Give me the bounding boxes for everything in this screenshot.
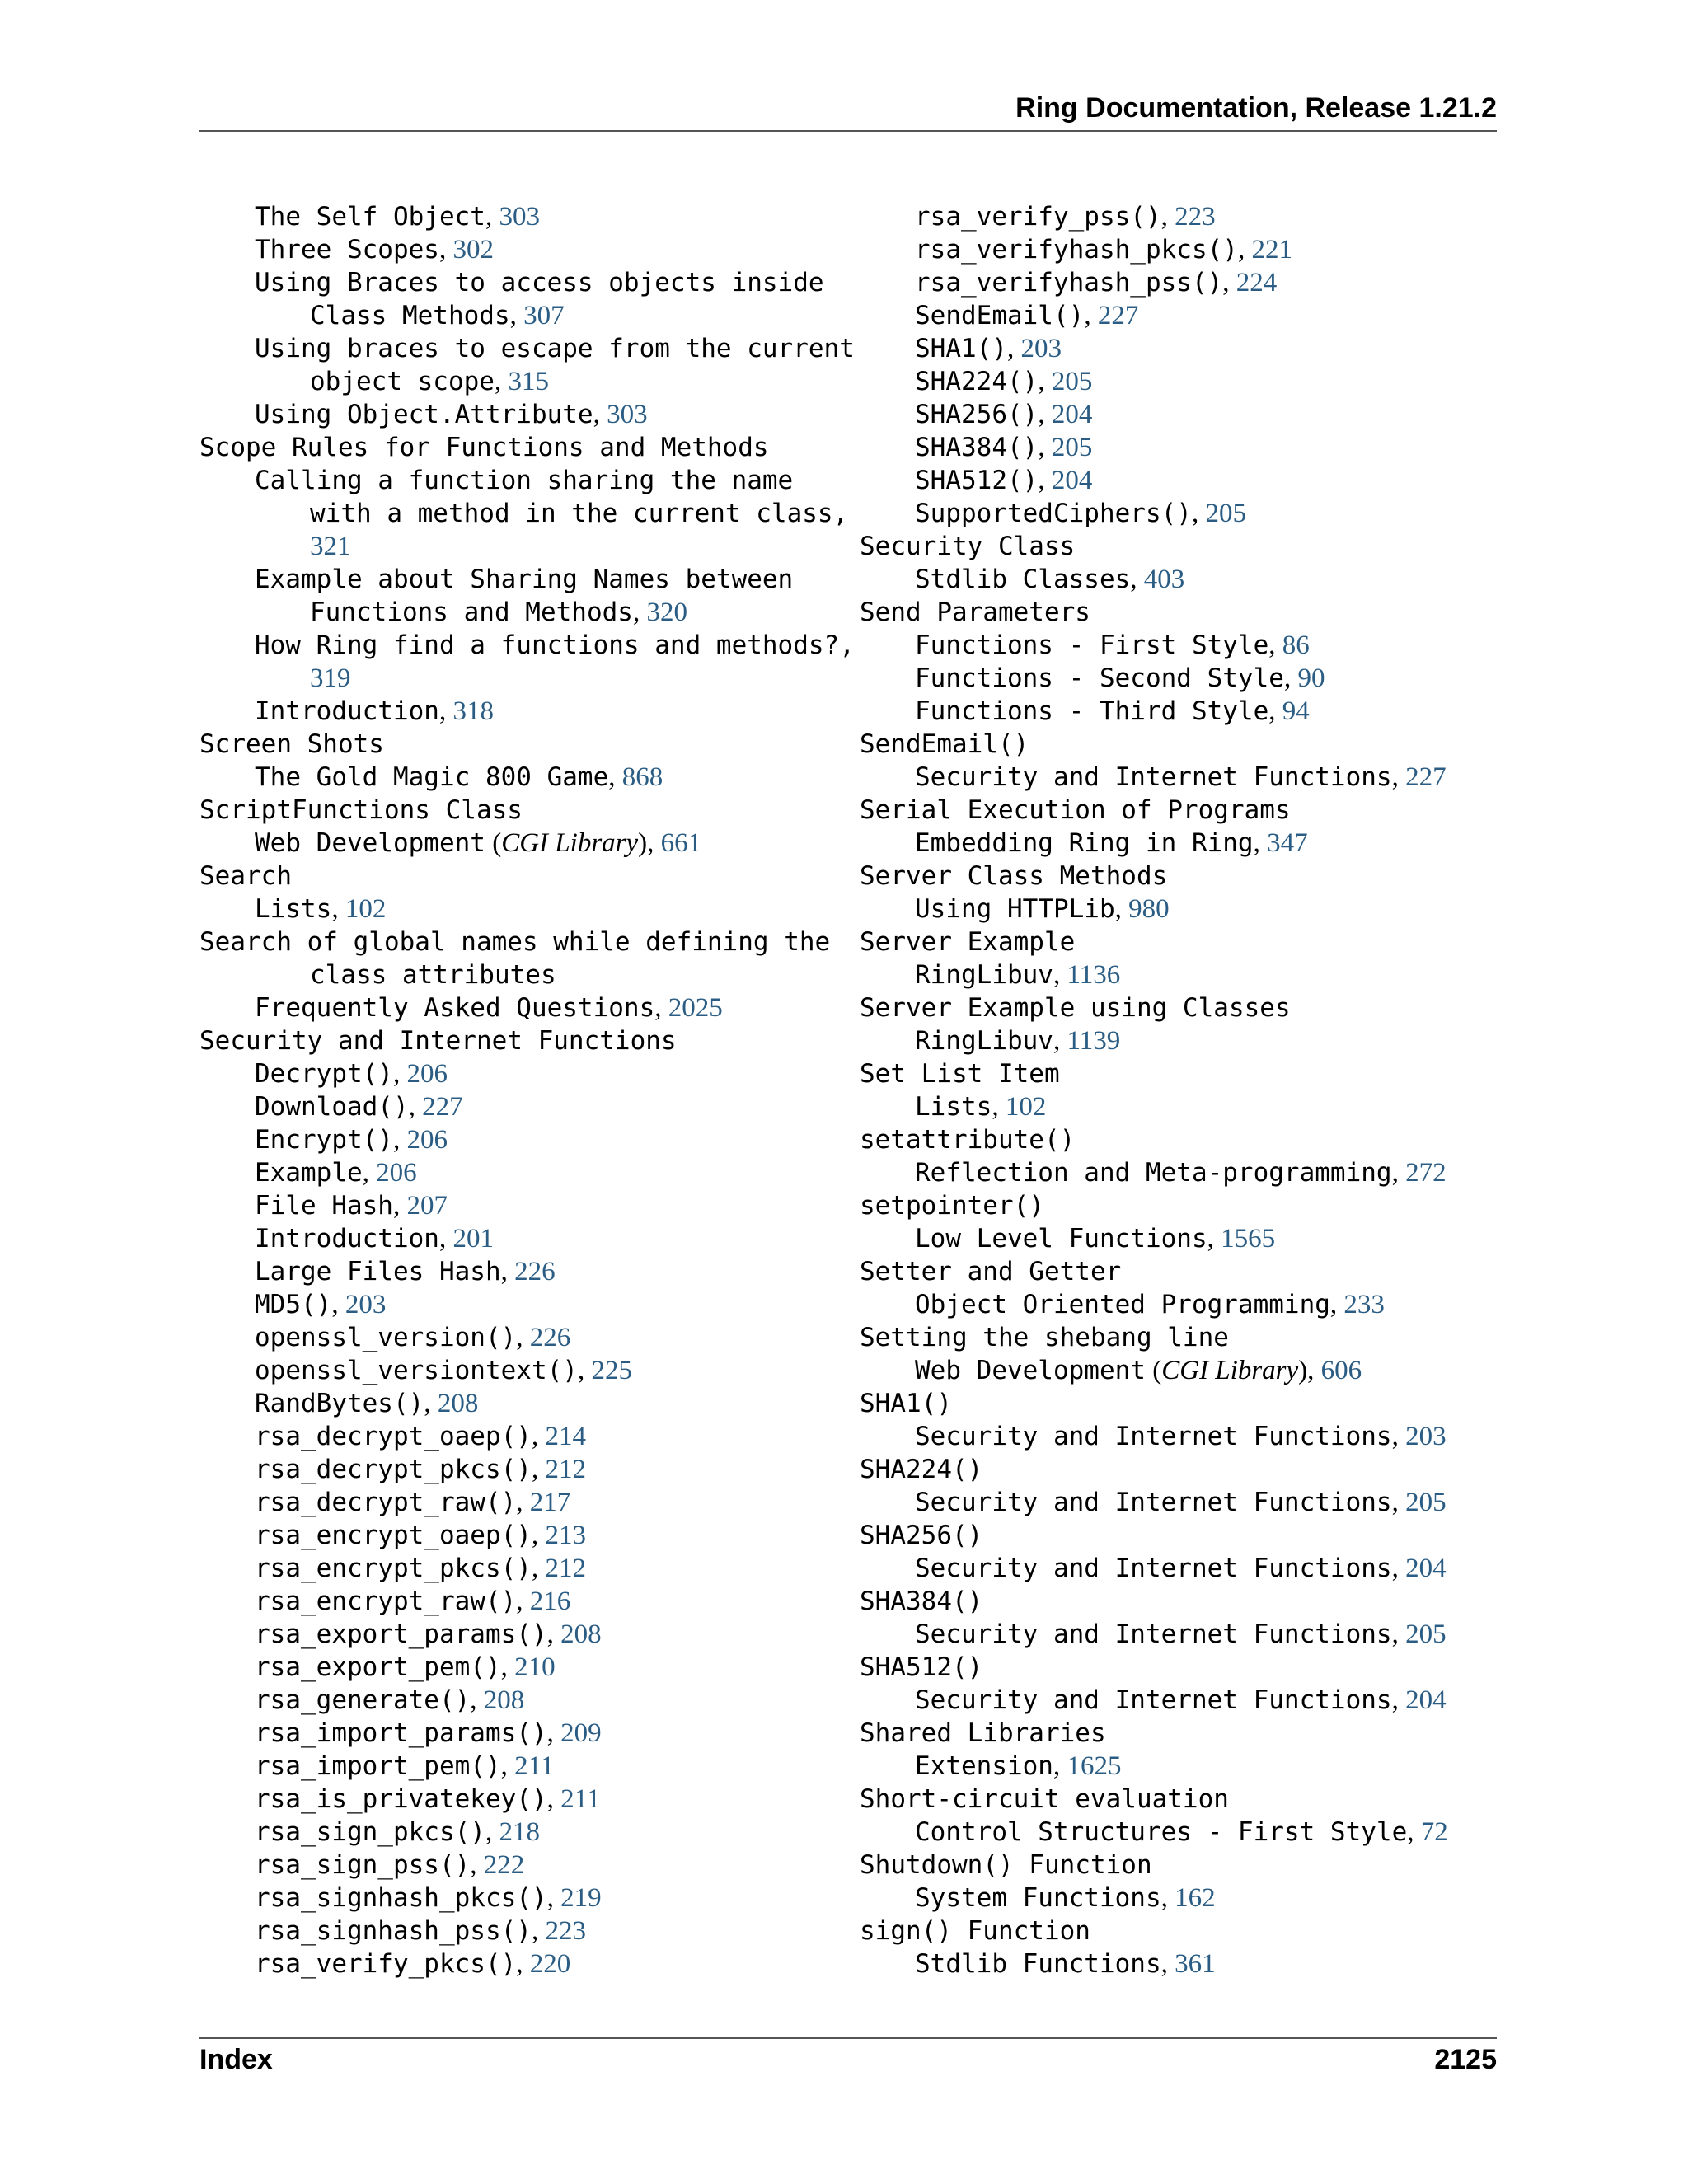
index-entry bbox=[860, 1519, 1486, 1552]
index-entry bbox=[199, 497, 849, 530]
index-entry bbox=[199, 662, 826, 695]
index-entry bbox=[860, 991, 1486, 1024]
page-reference-link[interactable]: 868 bbox=[621, 762, 663, 792]
footer-rule bbox=[199, 2037, 1497, 2039]
index-entry: The Gold Magic 800 Game, 868 bbox=[255, 762, 663, 792]
page-reference-link[interactable]: 205 bbox=[1405, 1488, 1447, 1517]
index-column-right bbox=[860, 200, 1486, 1980]
index-entry: rsa_generate(), 208 bbox=[255, 1685, 525, 1715]
index-entry: rsa_export_pem(), 210 bbox=[255, 1652, 556, 1682]
index-entry bbox=[860, 1321, 1486, 1354]
index-entry: rsa_encrypt_oaep(), 213 bbox=[255, 1521, 586, 1550]
page-reference-link[interactable]: 223 bbox=[1175, 202, 1216, 232]
page-reference-link[interactable]: 1565 bbox=[1221, 1224, 1276, 1254]
index-term: RandBytes() bbox=[255, 1389, 424, 1418]
index-entry bbox=[860, 1915, 1486, 1947]
page-reference-link[interactable]: 361 bbox=[1175, 1949, 1216, 1979]
page-reference-link[interactable]: 227 bbox=[422, 1092, 463, 1122]
page-reference-link[interactable]: 206 bbox=[406, 1125, 448, 1155]
index-term: Control Structures - First Style bbox=[915, 1817, 1408, 1847]
index-entry: rsa_sign_pkcs(), 218 bbox=[255, 1817, 540, 1847]
page-reference-link[interactable]: 227 bbox=[1405, 762, 1447, 792]
index-term: Introduction bbox=[255, 696, 439, 726]
index-entry: Encrypt(), 206 bbox=[255, 1125, 448, 1155]
index-term: Calling a function sharing the name bbox=[255, 466, 794, 495]
page-reference-link[interactable]: 219 bbox=[560, 1883, 602, 1913]
index-term: rsa_signhash_pss() bbox=[255, 1916, 532, 1946]
index-entry: Embedding Ring in Ring, 347 bbox=[915, 828, 1308, 858]
index-entry: rsa_decrypt_pkcs(), 212 bbox=[255, 1455, 586, 1484]
page-reference-link[interactable]: 1136 bbox=[1067, 960, 1121, 990]
index-term: rsa_export_pem() bbox=[255, 1652, 501, 1682]
index-entry bbox=[199, 266, 826, 299]
index-entry: Three Scopes, 302 bbox=[255, 235, 494, 265]
index-entry bbox=[199, 563, 826, 596]
page-reference-link[interactable]: 214 bbox=[545, 1422, 586, 1451]
index-term: SHA512() bbox=[860, 1652, 983, 1682]
page-reference-link[interactable]: 211 bbox=[560, 1784, 601, 1814]
index-entry: rsa_verify_pkcs(), 220 bbox=[255, 1949, 571, 1979]
index-term: Search bbox=[199, 861, 292, 891]
index-entry: Security and Internet Functions, 203 bbox=[915, 1422, 1447, 1451]
page-reference-link[interactable]: 212 bbox=[545, 1554, 586, 1583]
index-term: System Functions bbox=[915, 1883, 1161, 1913]
index-entry: Security and Internet Functions, 204 bbox=[915, 1554, 1447, 1583]
page-reference-link[interactable]: 86 bbox=[1282, 630, 1310, 660]
page-reference-link[interactable]: 224 bbox=[1236, 268, 1278, 298]
index-term: Security and Internet Functions bbox=[915, 1422, 1392, 1451]
index-term: Functions - First Style bbox=[915, 630, 1269, 660]
index-term: Security and Internet Functions bbox=[199, 1026, 677, 1056]
index-entry bbox=[199, 1024, 826, 1057]
index-term: File Hash bbox=[255, 1191, 393, 1221]
page-reference-link[interactable]: 213 bbox=[545, 1521, 586, 1550]
index-entry: Lists, 102 bbox=[915, 1092, 1047, 1122]
page-reference-link[interactable]: 205 bbox=[1205, 499, 1246, 528]
index-entry bbox=[860, 1255, 1486, 1288]
page-reference-link[interactable]: 216 bbox=[529, 1586, 571, 1616]
index-entry: rsa_decrypt_oaep(), 214 bbox=[255, 1422, 586, 1451]
index-entry: RingLibuv, 1136 bbox=[915, 960, 1121, 990]
index-term: The Self Object bbox=[255, 202, 485, 232]
page-reference-link[interactable]: 206 bbox=[376, 1158, 417, 1188]
index-term: SHA224() bbox=[860, 1455, 983, 1484]
index-term: setattribute() bbox=[860, 1125, 1076, 1155]
page-reference-link[interactable]: 223 bbox=[545, 1916, 586, 1946]
index-entry: Example, 206 bbox=[255, 1158, 417, 1188]
index-term: rsa_import_pem() bbox=[255, 1751, 501, 1781]
index-term: Shared Libraries bbox=[860, 1718, 1106, 1748]
index-term: openssl_version() bbox=[255, 1323, 517, 1352]
index-entry bbox=[860, 530, 1486, 563]
page-reference-link[interactable]: 980 bbox=[1128, 894, 1170, 924]
index-term: Using braces to escape from the current bbox=[255, 334, 855, 363]
index-term: Serial Execution of Programs bbox=[860, 795, 1291, 825]
index-entry: SupportedCiphers(), 205 bbox=[915, 499, 1246, 528]
index-entry bbox=[860, 1387, 1486, 1420]
index-term: Decrypt() bbox=[255, 1059, 393, 1089]
index-entry: Stdlib Functions, 361 bbox=[915, 1949, 1216, 1979]
page-reference-link[interactable]: 72 bbox=[1420, 1817, 1448, 1847]
page-reference-link[interactable]: 204 bbox=[1051, 466, 1093, 495]
index-entry bbox=[860, 1189, 1486, 1222]
page-reference-link[interactable]: 204 bbox=[1051, 400, 1093, 429]
page-reference-link[interactable]: 319 bbox=[310, 663, 351, 693]
index-term: SupportedCiphers() bbox=[915, 499, 1192, 528]
index-entry bbox=[199, 464, 826, 497]
index-term: SendEmail() bbox=[860, 729, 1029, 759]
index-entry bbox=[860, 1453, 1486, 1486]
page-reference-link[interactable]: 233 bbox=[1343, 1290, 1385, 1319]
index-term: rsa_decrypt_pkcs() bbox=[255, 1455, 532, 1484]
index-entry: Class Methods, 307 bbox=[310, 301, 565, 330]
index-entry: rsa_signhash_pss(), 223 bbox=[255, 1916, 586, 1946]
index-entry: Security and Internet Functions, 227 bbox=[915, 762, 1447, 792]
index-entry: rsa_sign_pss(), 222 bbox=[255, 1850, 525, 1880]
page-reference-link[interactable]: 302 bbox=[452, 235, 494, 265]
index-term: Stdlib Functions bbox=[915, 1949, 1161, 1979]
index-entry: SHA256(), 204 bbox=[915, 400, 1093, 429]
index-term: rsa_decrypt_oaep() bbox=[255, 1422, 532, 1451]
index-term: SHA512() bbox=[915, 466, 1039, 495]
index-entry: Low Level Functions, 1565 bbox=[915, 1224, 1276, 1254]
index-term: rsa_verifyhash_pss() bbox=[915, 268, 1223, 298]
page-reference-link[interactable]: 222 bbox=[483, 1850, 525, 1880]
index-entry bbox=[199, 431, 826, 464]
page-reference-link[interactable]: 218 bbox=[499, 1817, 540, 1847]
index-term: Using HTTPLib bbox=[915, 894, 1115, 924]
index-entry: Lists, 102 bbox=[255, 894, 387, 924]
index-entry: Using HTTPLib, 980 bbox=[915, 894, 1170, 924]
index-entry bbox=[860, 926, 1486, 958]
index-term: SHA256() bbox=[860, 1521, 983, 1550]
index-entry bbox=[199, 530, 826, 563]
index-entry: rsa_import_pem(), 211 bbox=[255, 1751, 555, 1781]
index-term: Server Example bbox=[860, 927, 1076, 957]
index-entry: rsa_import_params(), 209 bbox=[255, 1718, 602, 1748]
index-term: Embedding Ring in Ring bbox=[915, 828, 1254, 858]
index-entry: SHA1(), 203 bbox=[915, 334, 1062, 363]
page-reference-link[interactable]: 661 bbox=[660, 828, 702, 858]
index-column-left bbox=[199, 200, 855, 1980]
index-entry: The Self Object, 303 bbox=[255, 202, 540, 232]
page-reference-link[interactable]: 94 bbox=[1282, 696, 1310, 726]
page-reference-link[interactable]: 272 bbox=[1405, 1158, 1447, 1188]
index-entry: openssl_version(), 226 bbox=[255, 1323, 571, 1352]
index-term: rsa_is_privatekey() bbox=[255, 1784, 547, 1814]
index-entry bbox=[860, 596, 1486, 629]
index-entry: rsa_encrypt_pkcs(), 212 bbox=[255, 1554, 586, 1583]
index-entry: Reflection and Meta-programming, 272 bbox=[915, 1158, 1447, 1188]
index-term: rsa_signhash_pkcs() bbox=[255, 1883, 547, 1913]
index-term: Short-circuit evaluation bbox=[860, 1784, 1229, 1814]
page-reference-link[interactable]: 209 bbox=[560, 1718, 602, 1748]
index-term: object scope bbox=[310, 367, 495, 396]
index-term: Set List Item bbox=[860, 1059, 1060, 1089]
index-entry bbox=[860, 1783, 1486, 1816]
page-reference-link[interactable]: 347 bbox=[1267, 828, 1308, 858]
index-entry: SHA512(), 204 bbox=[915, 466, 1093, 495]
page-reference-link[interactable]: 210 bbox=[514, 1652, 556, 1682]
index-entry bbox=[860, 1651, 1486, 1684]
index-term: Setter and Getter bbox=[860, 1257, 1122, 1286]
page-reference-link[interactable]: 208 bbox=[560, 1619, 602, 1649]
page-reference-link[interactable]: 606 bbox=[1320, 1356, 1362, 1385]
page-reference-link[interactable]: 226 bbox=[514, 1257, 556, 1286]
index-term: Shutdown() Function bbox=[860, 1850, 1152, 1880]
index-term: rsa_sign_pss() bbox=[255, 1850, 471, 1880]
index-entry bbox=[199, 332, 855, 365]
index-term: Scope Rules for Functions and Methods bbox=[199, 433, 769, 462]
page-reference-link[interactable]: 211 bbox=[514, 1751, 555, 1781]
index-term: RingLibuv bbox=[915, 960, 1053, 990]
index-term: Security and Internet Functions bbox=[915, 762, 1392, 792]
index-term: Frequently Asked Questions bbox=[255, 993, 655, 1023]
page-reference-link[interactable]: 203 bbox=[1405, 1422, 1447, 1451]
index-entry bbox=[860, 794, 1486, 827]
index-trailing-punct: , bbox=[839, 630, 855, 660]
index-entry: openssl_versiontext(), 225 bbox=[255, 1356, 632, 1385]
footer-section: Index bbox=[199, 2044, 273, 2075]
index-term: Object Oriented Programming bbox=[915, 1290, 1330, 1319]
index-term: SHA1() bbox=[915, 334, 1007, 363]
index-term: Search of global names while defining the bbox=[199, 927, 831, 957]
page-reference-link[interactable]: 208 bbox=[437, 1389, 479, 1418]
index-entry bbox=[860, 860, 1486, 893]
page-reference-link[interactable]: 225 bbox=[591, 1356, 632, 1385]
index-term: Example about Sharing Names between bbox=[255, 565, 794, 594]
index-term: with a method in the current class, bbox=[310, 499, 849, 528]
index-term: rsa_generate() bbox=[255, 1685, 471, 1715]
index-term: ScriptFunctions Class bbox=[199, 795, 523, 825]
index-entry: rsa_verifyhash_pkcs(), 221 bbox=[915, 235, 1292, 265]
index-term: Using Object.Attribute bbox=[255, 400, 593, 429]
index-entry bbox=[199, 926, 831, 958]
footer-page-number: 2125 bbox=[1434, 2044, 1497, 2075]
index-term: Introduction bbox=[255, 1224, 439, 1254]
page-reference-link[interactable]: 1139 bbox=[1067, 1026, 1121, 1056]
page-reference-link[interactable]: 102 bbox=[1005, 1092, 1047, 1122]
page-reference-link[interactable]: 212 bbox=[545, 1455, 586, 1484]
index-term: Reflection and Meta-programming bbox=[915, 1158, 1392, 1188]
index-entry: rsa_is_privatekey(), 211 bbox=[255, 1784, 601, 1814]
index-term: Security and Internet Functions bbox=[915, 1488, 1392, 1517]
index-term: Extension bbox=[915, 1751, 1053, 1781]
index-entry: Web Development (CGI Library), 606 bbox=[915, 1356, 1362, 1385]
index-term: Lists bbox=[915, 1092, 992, 1122]
index-entry: object scope, 315 bbox=[310, 367, 549, 396]
page-reference-link[interactable]: 315 bbox=[508, 367, 549, 396]
index-term: openssl_versiontext() bbox=[255, 1356, 578, 1385]
page-reference-link[interactable]: 203 bbox=[1020, 334, 1062, 363]
index-term: rsa_export_params() bbox=[255, 1619, 547, 1649]
index-term: SendEmail() bbox=[915, 301, 1085, 330]
index-entry bbox=[860, 1849, 1486, 1882]
index-entry: System Functions, 162 bbox=[915, 1883, 1216, 1913]
page-reference-link[interactable]: 205 bbox=[1051, 433, 1093, 462]
index-entry: Security and Internet Functions, 205 bbox=[915, 1488, 1447, 1517]
index-term: Functions and Methods bbox=[310, 598, 633, 627]
page-reference-link[interactable]: 318 bbox=[452, 696, 494, 726]
index-entry: rsa_export_params(), 208 bbox=[255, 1619, 602, 1649]
index-entry: Using Object.Attribute, 303 bbox=[255, 400, 648, 429]
index-entry: Introduction, 318 bbox=[255, 696, 494, 726]
index-entry bbox=[199, 728, 826, 761]
index-entry: SendEmail(), 227 bbox=[915, 301, 1139, 330]
index-entry bbox=[860, 1123, 1486, 1156]
index-entry bbox=[199, 958, 826, 991]
page-reference-link[interactable]: 207 bbox=[406, 1191, 448, 1221]
index-term: SHA224() bbox=[915, 367, 1039, 396]
index-term: RingLibuv bbox=[915, 1026, 1053, 1056]
index-term: Screen Shots bbox=[199, 729, 384, 759]
page-reference-link[interactable]: 307 bbox=[523, 301, 565, 330]
index-term: Send Parameters bbox=[860, 598, 1090, 627]
index-entry bbox=[860, 1057, 1486, 1090]
index-entry bbox=[199, 629, 855, 662]
index-entry: SHA384(), 205 bbox=[915, 433, 1093, 462]
index-term: rsa_import_params() bbox=[255, 1718, 547, 1748]
page-reference-link[interactable]: 90 bbox=[1297, 663, 1325, 693]
index-term-qualifier: CGI Library bbox=[501, 828, 639, 858]
index-entry: rsa_signhash_pkcs(), 219 bbox=[255, 1883, 602, 1913]
index-entry: Control Structures - First Style, 72 bbox=[915, 1817, 1448, 1847]
index-entry bbox=[860, 728, 1486, 761]
index-entry: Security and Internet Functions, 204 bbox=[915, 1685, 1447, 1715]
index-entry: rsa_verifyhash_pss(), 224 bbox=[915, 268, 1278, 298]
index-term: SHA384() bbox=[860, 1586, 983, 1616]
index-term: Security and Internet Functions bbox=[915, 1685, 1392, 1715]
index-entry: MD5(), 203 bbox=[255, 1290, 387, 1319]
index-term: Functions - Second Style bbox=[915, 663, 1284, 693]
page-reference-link[interactable]: 303 bbox=[499, 202, 540, 232]
index-entry: Download(), 227 bbox=[255, 1092, 463, 1122]
page-reference-link[interactable]: 320 bbox=[646, 598, 687, 627]
index-term: rsa_verifyhash_pkcs() bbox=[915, 235, 1238, 265]
index-entry bbox=[199, 860, 826, 893]
index-entry: Stdlib Classes, 403 bbox=[915, 565, 1185, 594]
index-entry: Introduction, 201 bbox=[255, 1224, 494, 1254]
index-term: rsa_sign_pkcs() bbox=[255, 1817, 485, 1847]
index-term: Low Level Functions bbox=[915, 1224, 1207, 1254]
index-term: rsa_encrypt_oaep() bbox=[255, 1521, 532, 1550]
index-entry: Extension, 1625 bbox=[915, 1751, 1122, 1781]
page-reference-link[interactable]: 220 bbox=[529, 1949, 571, 1979]
index-term: Security Class bbox=[860, 532, 1076, 561]
index-entry: Functions - Second Style, 90 bbox=[915, 663, 1325, 693]
index-term: sign() Function bbox=[860, 1916, 1090, 1946]
index-entry: Object Oriented Programming, 233 bbox=[915, 1290, 1385, 1319]
index-term: SHA256() bbox=[915, 400, 1039, 429]
page-reference-link[interactable]: 102 bbox=[345, 894, 387, 924]
page-reference-link[interactable]: 204 bbox=[1405, 1554, 1447, 1583]
index-term: Stdlib Classes bbox=[915, 565, 1131, 594]
index-term: MD5() bbox=[255, 1290, 332, 1319]
index-term: Security and Internet Functions bbox=[915, 1619, 1392, 1649]
page-reference-link[interactable]: 321 bbox=[310, 532, 351, 561]
index-term: Encrypt() bbox=[255, 1125, 393, 1155]
index-entry: RandBytes(), 208 bbox=[255, 1389, 479, 1418]
index-entry: rsa_decrypt_raw(), 217 bbox=[255, 1488, 571, 1517]
index-entry: Security and Internet Functions, 205 bbox=[915, 1619, 1447, 1649]
index-entry bbox=[860, 1585, 1486, 1618]
index-term: SHA384() bbox=[915, 433, 1039, 462]
index-term: Three Scopes bbox=[255, 235, 439, 265]
page-reference-link[interactable]: 303 bbox=[607, 400, 648, 429]
index-entry: File Hash, 207 bbox=[255, 1191, 448, 1221]
page-reference-link[interactable]: 162 bbox=[1175, 1883, 1216, 1913]
index-entry: Decrypt(), 206 bbox=[255, 1059, 448, 1089]
page-reference-link[interactable]: 221 bbox=[1251, 235, 1292, 265]
index-term: Server Class Methods bbox=[860, 861, 1168, 891]
page-reference-link[interactable]: 208 bbox=[483, 1685, 525, 1715]
page-reference-link[interactable]: 206 bbox=[406, 1059, 448, 1089]
index-entry: Web Development (CGI Library), 661 bbox=[255, 828, 702, 858]
index-term: rsa_verify_pss() bbox=[915, 202, 1161, 232]
index-term: Server Example using Classes bbox=[860, 993, 1291, 1023]
index-term: Lists bbox=[255, 894, 332, 924]
index-entry: SHA224(), 205 bbox=[915, 367, 1093, 396]
index-entry bbox=[860, 1717, 1486, 1750]
page-reference-link[interactable]: 205 bbox=[1405, 1619, 1447, 1649]
page-header-title: Ring Documentation, Release 1.21.2 bbox=[1015, 92, 1497, 124]
page-reference-link[interactable]: 203 bbox=[345, 1290, 387, 1319]
index-term: Download() bbox=[255, 1092, 409, 1122]
index-term: rsa_decrypt_raw() bbox=[255, 1488, 517, 1517]
page-reference-link[interactable]: 201 bbox=[452, 1224, 494, 1254]
index-term-qualifier: CGI Library bbox=[1161, 1356, 1299, 1385]
index-entry: Functions - Third Style, 94 bbox=[915, 696, 1310, 726]
index-term: Security and Internet Functions bbox=[915, 1554, 1392, 1583]
index-term: rsa_encrypt_raw() bbox=[255, 1586, 517, 1616]
index-term: setpointer() bbox=[860, 1191, 1044, 1221]
index-term: Web Development bbox=[915, 1356, 1146, 1385]
index-term: Web Development bbox=[255, 828, 485, 858]
index-entry: Functions - First Style, 86 bbox=[915, 630, 1310, 660]
index-term: Functions - Third Style bbox=[915, 696, 1269, 726]
page-reference-link[interactable]: 227 bbox=[1097, 301, 1139, 330]
page-reference-link[interactable]: 205 bbox=[1051, 367, 1093, 396]
page-reference-link[interactable]: 1625 bbox=[1067, 1751, 1122, 1781]
page-reference-link[interactable]: 217 bbox=[529, 1488, 571, 1517]
index-entry: Large Files Hash, 226 bbox=[255, 1257, 556, 1286]
page-reference-link[interactable]: 226 bbox=[529, 1323, 571, 1352]
index-entry: rsa_verify_pss(), 223 bbox=[915, 202, 1216, 232]
index-term: How Ring find a functions and methods? bbox=[255, 630, 840, 660]
index-entry: rsa_encrypt_raw(), 216 bbox=[255, 1586, 571, 1616]
page-reference-link[interactable]: 2025 bbox=[668, 993, 723, 1023]
index-term: The Gold Magic 800 Game bbox=[255, 762, 609, 792]
index-term: Using Braces to access objects inside bbox=[255, 268, 824, 298]
index-term: class attributes bbox=[310, 960, 556, 990]
index-entry: RingLibuv, 1139 bbox=[915, 1026, 1121, 1056]
index-term: Large Files Hash bbox=[255, 1257, 501, 1286]
index-entry: Functions and Methods, 320 bbox=[310, 598, 687, 627]
index-term: Setting the shebang line bbox=[860, 1323, 1229, 1352]
index-term: rsa_encrypt_pkcs() bbox=[255, 1554, 532, 1583]
index-entry bbox=[199, 794, 826, 827]
page-reference-link[interactable]: 204 bbox=[1405, 1685, 1447, 1715]
page-reference-link[interactable]: 403 bbox=[1143, 565, 1185, 594]
index-term: SHA1() bbox=[860, 1389, 952, 1418]
index-term: rsa_verify_pkcs() bbox=[255, 1949, 517, 1979]
header-rule bbox=[199, 130, 1497, 132]
index-term: Class Methods bbox=[310, 301, 510, 330]
index-term: Example bbox=[255, 1158, 363, 1188]
index-entry: Frequently Asked Questions, 2025 bbox=[255, 993, 723, 1023]
